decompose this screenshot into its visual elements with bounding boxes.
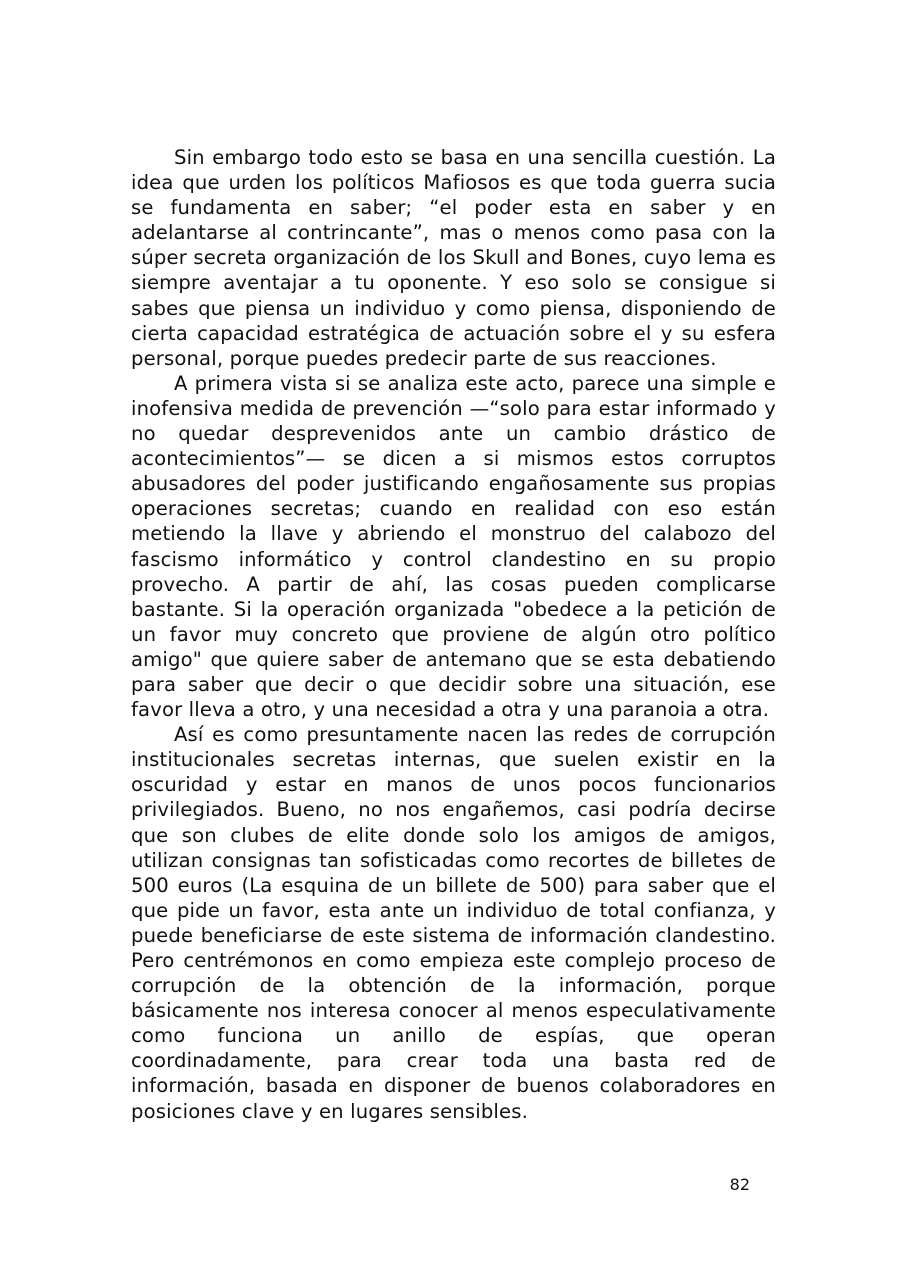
body-text <box>131 145 776 1124</box>
paragraph-2: A primera vista si se analiza este acto, parece una simple e inofensiva medida de prevención —“solo para estar informado y no quedar desprevenidos ante un cambio drástico de acontecimientos”— se dicen a si mismos estos corruptos abusadores del poder justificando engañosamente sus propias operaciones secretas; cuando en realidad con eso están metiendo la llave y abriendo el monstruo del calabozo del fascismo informático y control clandestino en su propio provecho. A partir de ahí, las cosas pueden complicarse bastante. Si la operación organizada "obedece a la petición de un favor muy concreto que proviene de algún otro político amigo" que quiere saber de antemano que se esta debatiendo para saber que decir o que decidir sobre una situación, ese favor lleva a otro, y una necesidad a otra y una paranoia a otra. <box>131 371 776 722</box>
page-number: 82 <box>729 1175 750 1194</box>
paragraph-3: Así es como presuntamente nacen las redes de corrupción institucionales secretas internas, que suelen existir en la oscuridad y estar en manos de unos pocos funcionarios privilegiados. Bueno, no nos engañemos, casi podría decirse que son clubes de elite donde solo los amigos de amigos, utilizan consignas tan sofisticadas como recortes de billetes de 500 euros (La esquina de un billete de 500) para saber que el que pide un favor, esta ante un individuo de total confianza, y puede beneficiarse de este sistema de información clandestino. Pero centrémonos en como empieza este complejo proceso de corrupción de la obtención de la información, porque básicamente nos interesa conocer al menos especulativamente como funciona un anillo de espías, que operan coordinadamente, para crear toda una basta red de información, basada en disponer de buenos colaboradores en posiciones clave y en lugares sensibles. <box>131 723 776 1123</box>
paragraph-1: Sin embargo todo esto se basa en una sencilla cuestión. La idea que urden los políticos Mafiosos es que toda guerra sucia se fundamenta en saber; “el poder esta en saber y en adelantarse al contrincante”, mas o menos como pasa con la súper secreta organización de los Skull and Bones, cuyo lema es siempre aventajar a tu oponente. Y eso solo se consigue si sabes que piensa un individuo y como piensa, disponiendo de cierta capacidad estratégica de actuación sobre el y su esfera personal, porque puedes predecir parte de sus reacciones. <box>131 146 776 370</box>
